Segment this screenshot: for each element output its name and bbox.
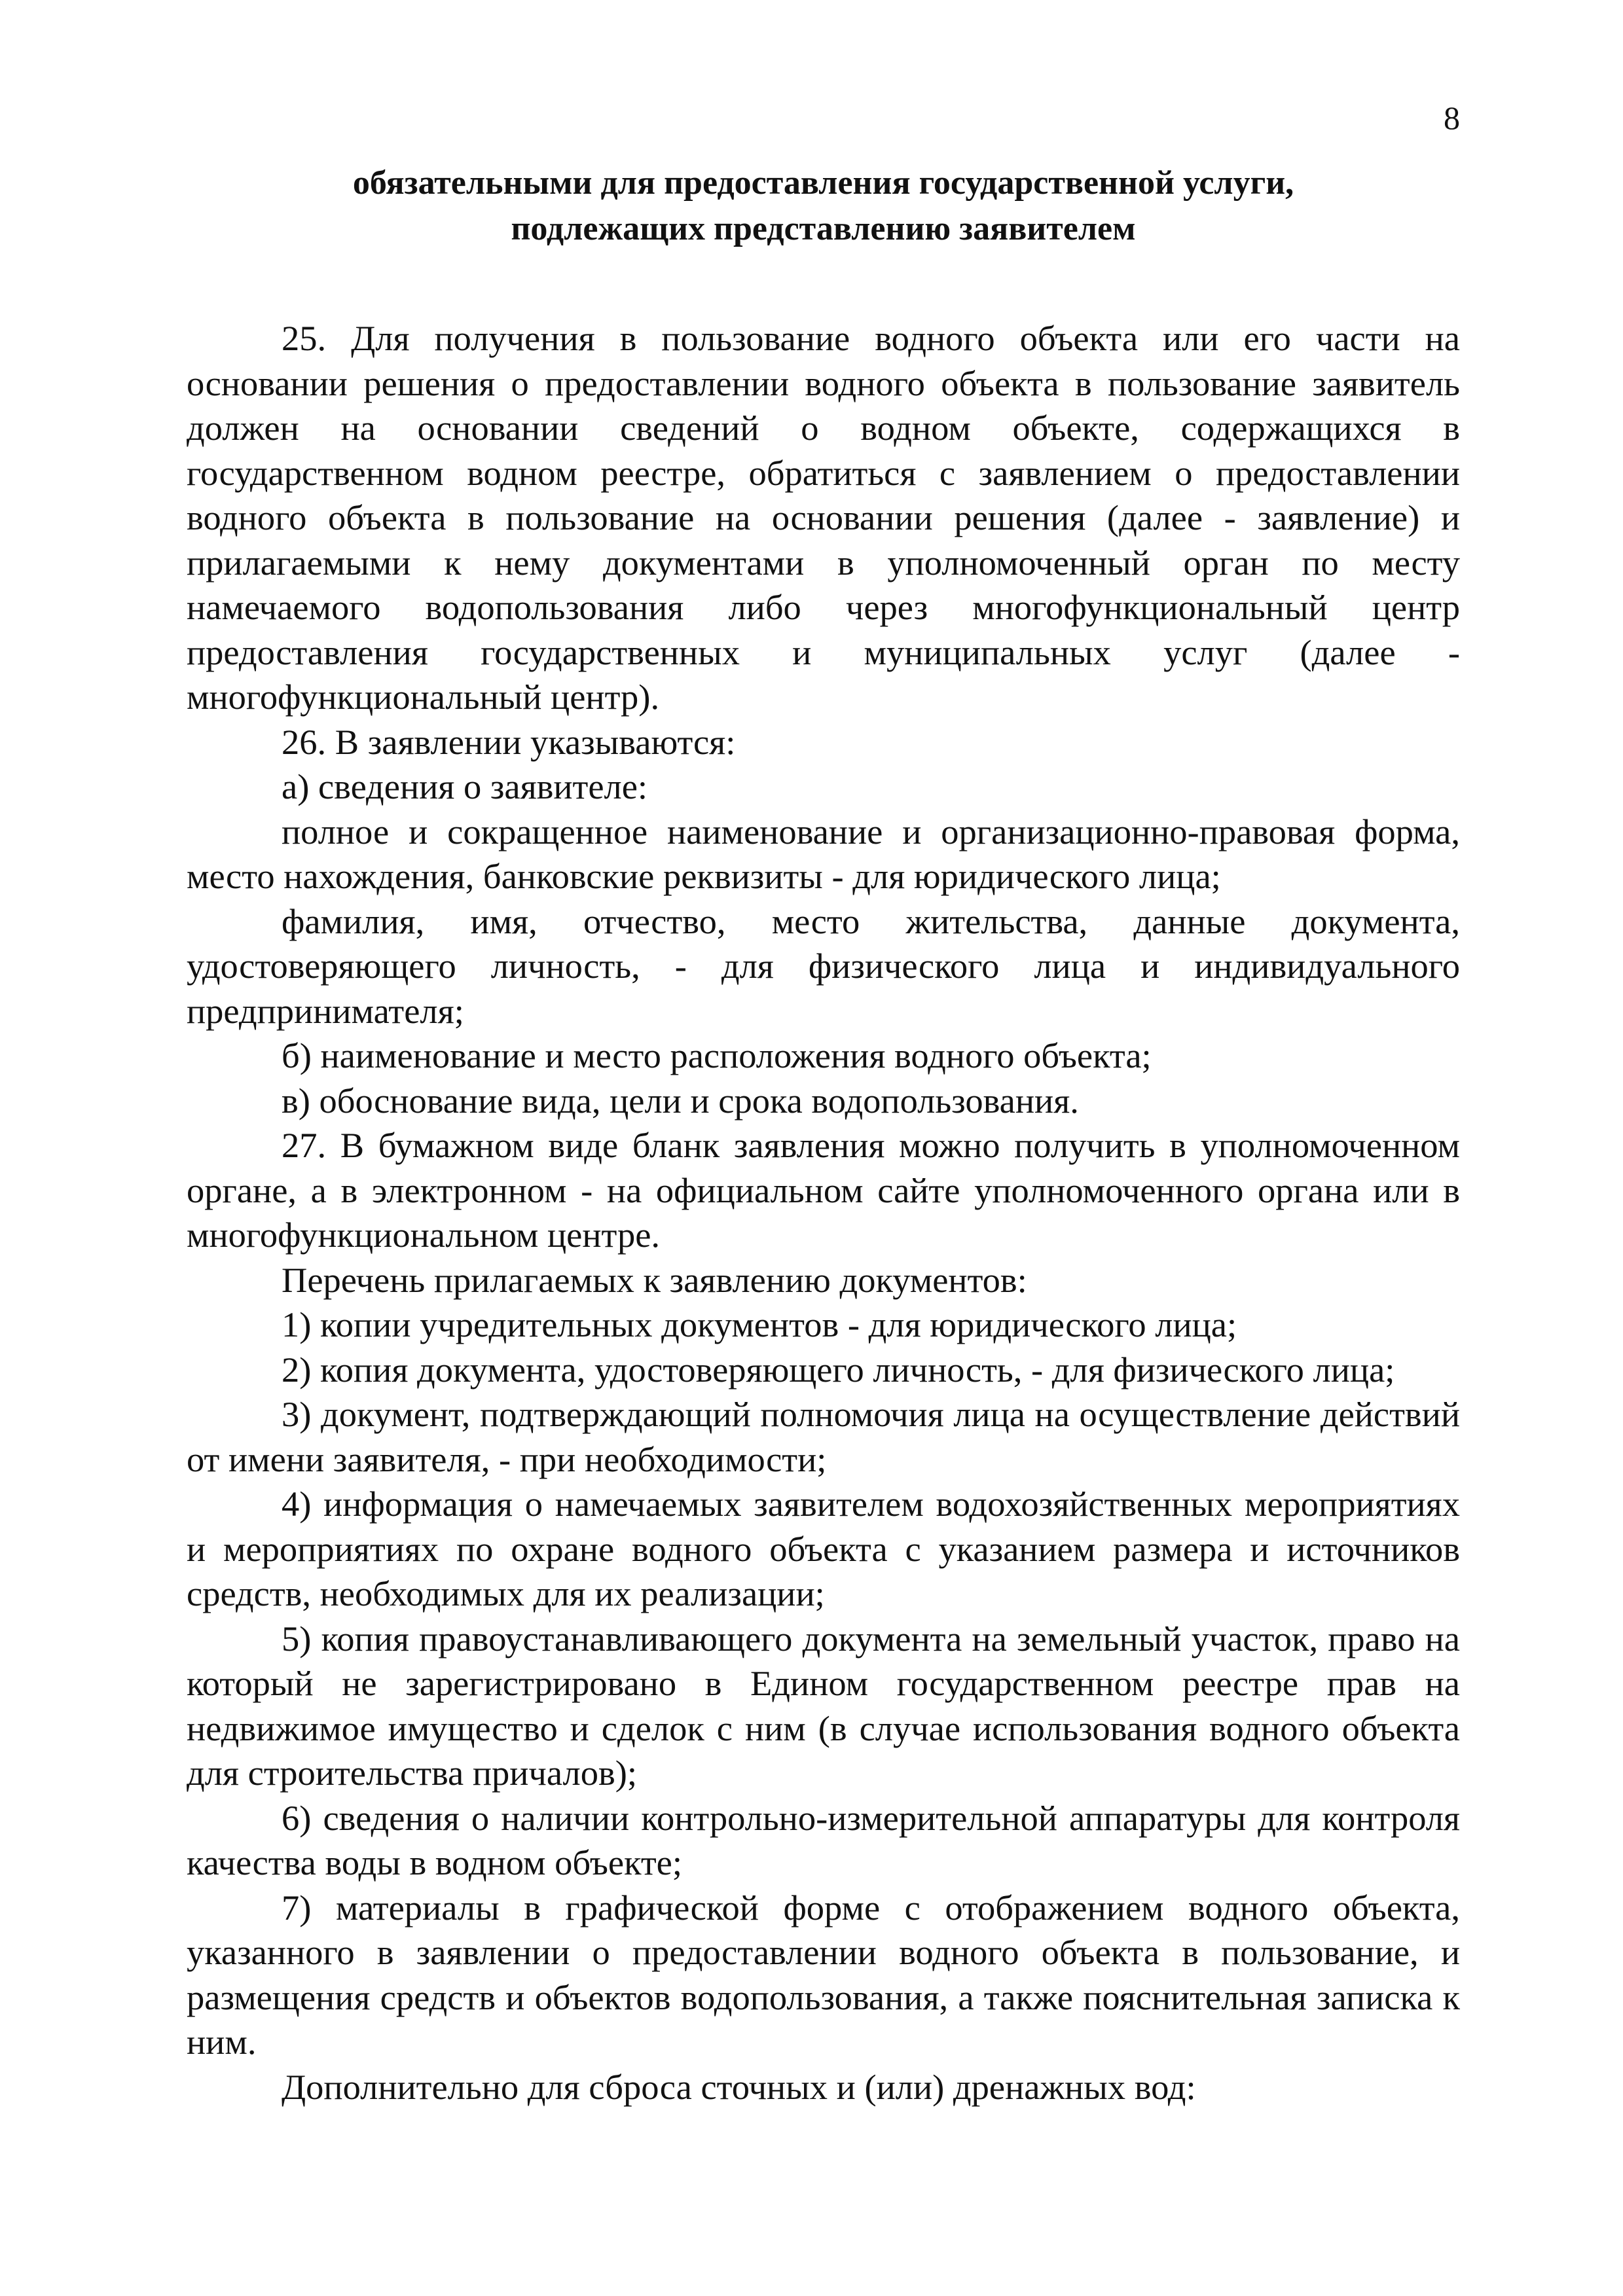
heading-line-1: обязательными для предоставления государственной услуги,: [352, 164, 1294, 202]
paragraph-26-b: б) наименование и место расположения водного объекта;: [282, 1035, 1152, 1075]
paragraph-26-v: в) обоснование вида, цели и срока водопользования.: [282, 1080, 1079, 1121]
paragraph-additional: Дополнительно для сброса сточных и (или) дренажных вод:: [282, 2066, 1196, 2107]
page-number: 8: [1444, 99, 1460, 136]
paragraph-25: 25. Для получения в пользование водного объекта или его части на основании решения о предоставлении водного объекта в пользование заявитель должен на основании сведений о водном объекте, содержащихся в государственном водном реестре, обратиться с заявлением о предоставлении водного объекта в пользование на основании решения (далее - заявление) и прилагаемыми к нему документами в уполномоченный орган по месту намечаемого водопользования либо через многофункциональный центр предоставления государственных и муниципальных услуг (далее - многофункциональный центр).: [187, 318, 1460, 717]
list-item-6: 6) сведения о наличии контрольно-измерительной аппаратуры для контроля качества воды в водном объекте;: [187, 1797, 1460, 1882]
paragraph-26: 26. В заявлении указываются:: [282, 721, 736, 762]
list-item-5: 5) копия правоустанавливающего документа на земельный участок, право на который не зарегистрировано в Едином государственном реестре прав на недвижимое имущество и сделок с ним (в случае использования водного объекта для строительства причалов);: [187, 1618, 1460, 1793]
section-heading: [187, 160, 1460, 252]
paragraph-docs-list-intro: Перечень прилагаемых к заявлению документов:: [282, 1259, 1027, 1300]
paragraph-27: 27. В бумажном виде бланк заявления можно получить в уполномоченном органе, а в электронном - на официальном сайте уполномоченного органа или в многофункциональном центре.: [187, 1125, 1460, 1255]
list-item-4: 4) информация о намечаемых заявителем водохозяйственных мероприятиях и мероприятиях по охране водного объекта с указанием размера и источников средств, необходимых для их реализации;: [187, 1484, 1460, 1613]
list-item-1: 1) копии учредительных документов - для юридического лица;: [282, 1304, 1237, 1344]
paragraph-26-a: а) сведения о заявителе:: [282, 766, 648, 806]
list-item-2: 2) копия документа, удостоверяющего личность, - для физического лица;: [282, 1349, 1395, 1390]
paragraph-list: [187, 316, 1460, 2109]
paragraph-legal-entity: полное и сокращенное наименование и организационно-правовая форма, место нахождения, банковские реквизиты - для юридического лица;: [187, 811, 1460, 896]
paragraph-individual: фамилия, имя, отчество, место жительства, данные документа, удостоверяющего личность, - для физического лица и индивидуального предпринимателя;: [187, 901, 1460, 1031]
list-item-3: 3) документ, подтверждающий полномочия лица на осуществление действий от имени заявителя, - при необходимости;: [187, 1394, 1460, 1479]
document-body: [187, 160, 1460, 2109]
list-item-7: 7) материалы в графической форме с отображением водного объекта, указанного в заявлении о предоставлении водного объекта в пользование, и размещения средств и объектов водопользования, а также пояснительная записка к ним.: [187, 1887, 1460, 2062]
heading-line-2: подлежащих представлению заявителем: [511, 210, 1136, 247]
